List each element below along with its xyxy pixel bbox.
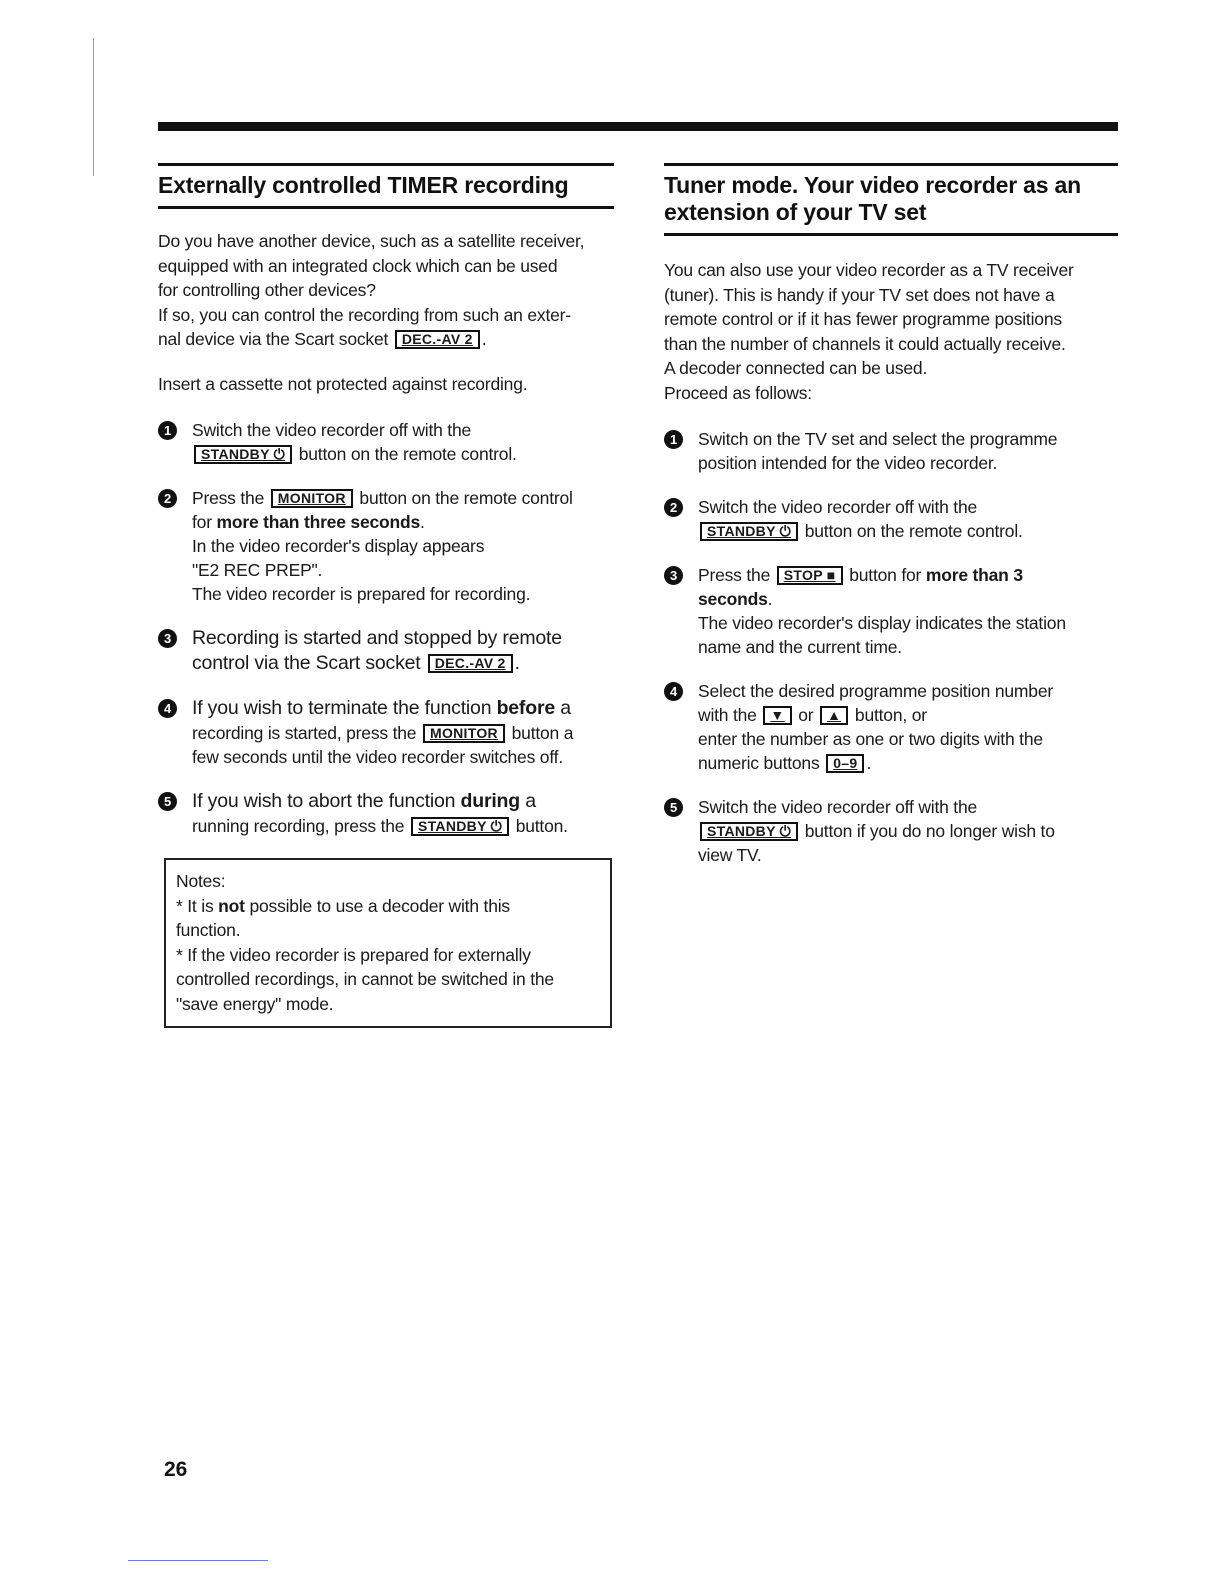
- standby-key: STANDBY ⏻: [411, 817, 509, 836]
- left-column: [158, 163, 614, 1028]
- right-title: [664, 172, 1118, 226]
- step-number-badge: 1: [664, 430, 683, 449]
- step-text: "E2 REC PREP".: [192, 560, 323, 580]
- step-text: Switch the video recorder off with the: [698, 497, 978, 517]
- note-line: function.: [176, 920, 241, 940]
- punct: .: [420, 512, 425, 532]
- step-text: [192, 721, 614, 745]
- step-number-badge: 2: [158, 489, 177, 508]
- left-step-5: [158, 789, 614, 838]
- punct: .: [767, 589, 773, 609]
- step-bold-text: during: [460, 790, 520, 812]
- step-text-part: If you wish to terminate the function: [192, 697, 492, 719]
- punct: .: [866, 753, 872, 773]
- step-number-badge: 5: [158, 792, 177, 811]
- step-text: Select the desired programme position number: [698, 681, 1054, 701]
- step-text-part: button if you do no longer wish to: [804, 821, 1055, 841]
- left-intro: [158, 229, 614, 396]
- title-rule-bottom: [664, 233, 1118, 236]
- punct: .: [481, 329, 487, 349]
- step-text-part: control via the Scart socket: [192, 652, 421, 674]
- step-text: few seconds until the video recorder switches off.: [192, 747, 563, 767]
- step-bold-text: before: [496, 697, 555, 719]
- right-intro: [664, 258, 1118, 405]
- step-text-part: recording is started, press the: [192, 723, 417, 743]
- monitor-key: MONITOR: [271, 489, 353, 508]
- left-intro-line: If so, you can control the recording from such an exter-: [158, 304, 571, 325]
- step-text-part: button on the remote control.: [804, 521, 1023, 541]
- title-rule-bottom: [158, 206, 614, 209]
- note-text: possible to use a decoder with this: [249, 895, 510, 916]
- step-text: name and the current time.: [698, 637, 902, 657]
- step-text-part: button a: [511, 723, 574, 743]
- step-text: In the video recorder's display appears: [192, 536, 485, 556]
- standby-key: STANDBY ⏻: [194, 445, 292, 464]
- step-text: Recording is started and stopped by remote: [192, 627, 562, 649]
- left-step-4: [158, 696, 614, 769]
- down-key: ▼: [763, 706, 791, 725]
- right-intro-line: (tuner). This is handy if your TV set does not have a: [664, 284, 1055, 305]
- step-number-badge: 4: [664, 682, 683, 701]
- monitor-key: MONITOR: [423, 724, 505, 743]
- left-intro-line: for controlling other devices?: [158, 280, 376, 300]
- step-text-part: numeric buttons: [698, 753, 820, 773]
- right-intro-line: You can also use your video recorder as a TV receiver: [664, 260, 1074, 280]
- left-intro-line: Do you have another device, such as a satellite receiver,: [158, 231, 585, 251]
- left-steps: [158, 418, 614, 838]
- right-intro-line: than the number of channels it could actually receive.: [664, 333, 1066, 354]
- step-text: The video recorder's display indicates the station: [698, 613, 1066, 633]
- step-text-part: a: [525, 790, 536, 812]
- step-text: The video recorder is prepared for recording.: [192, 584, 531, 604]
- left-step-1: [158, 418, 614, 466]
- right-step-2: [664, 495, 1118, 543]
- insert-cassette-text: Insert a cassette not protected against recording.: [158, 373, 528, 394]
- step-bold-text: more than 3: [925, 565, 1023, 585]
- step-text: [192, 814, 614, 838]
- notes-heading: Notes:: [176, 871, 226, 891]
- up-key: ▲: [820, 706, 848, 725]
- note-bold-text: not: [218, 895, 245, 916]
- left-title: Externally controlled TIMER recording: [158, 172, 569, 198]
- step-text: [192, 442, 614, 466]
- step-number-badge: 3: [158, 629, 177, 648]
- left-step-2: [158, 486, 614, 606]
- top-rule: [158, 122, 1118, 131]
- standby-key: STANDBY ⏻: [700, 822, 798, 841]
- right-intro-line: A decoder connected can be used.: [664, 358, 928, 378]
- step-text: view TV.: [698, 845, 762, 865]
- stop-key: STOP ■: [777, 566, 843, 585]
- step-text-part: with the: [698, 705, 757, 725]
- step-bold-text: seconds: [698, 589, 768, 609]
- step-text-part: If you wish to abort the function: [192, 790, 456, 812]
- right-step-1: [664, 427, 1118, 475]
- note-line: * If the video recorder is prepared for externally: [176, 944, 531, 965]
- title-rule-top: [158, 163, 614, 166]
- numeric-keys: 0–9: [826, 754, 864, 773]
- scan-artifact-line: [128, 1560, 268, 1561]
- step-text: [698, 703, 1118, 727]
- left-intro-line: [158, 327, 614, 352]
- step-number-badge: 1: [158, 421, 177, 440]
- step-text: Switch the video recorder off with the: [698, 797, 978, 817]
- dec-av2-key: DEC.-AV 2: [395, 330, 480, 349]
- step-text: [698, 587, 1118, 611]
- step-text: [192, 510, 614, 534]
- title-rule-top: [664, 163, 1118, 166]
- step-text-part: button for: [849, 565, 922, 585]
- step-number-badge: 5: [664, 798, 683, 817]
- note-line: [176, 894, 600, 919]
- step-text-part: a: [560, 697, 571, 719]
- step-bold-text: more than three seconds: [216, 512, 421, 532]
- page-number: 26: [164, 1458, 188, 1481]
- note-line: controlled recordings, in cannot be switched in the: [176, 969, 554, 989]
- dec-av2-key: DEC.-AV 2: [428, 654, 513, 673]
- left-intro-text: nal device via the Scart socket: [158, 329, 389, 349]
- step-text: [192, 486, 614, 510]
- step-number-badge: 3: [664, 566, 683, 585]
- right-steps: [664, 427, 1118, 867]
- step-text: [192, 651, 614, 676]
- step-number-badge: 2: [664, 498, 683, 517]
- step-text-part: Press the: [698, 565, 771, 585]
- step-text-part: button on the remote control.: [298, 444, 517, 464]
- step-text: [698, 751, 1118, 775]
- note-line: "save energy" mode.: [176, 993, 334, 1014]
- step-text-part: Press the: [192, 488, 265, 508]
- step-text-part: button, or: [854, 705, 927, 725]
- right-title-line: Tuner mode. Your video recorder as an: [664, 172, 1081, 198]
- step-text: Switch the video recorder off with the: [192, 420, 472, 440]
- standby-key: STANDBY ⏻: [700, 522, 798, 541]
- step-text: [698, 563, 1118, 587]
- right-intro-line: remote control or if it has fewer programme positions: [664, 309, 1062, 329]
- right-column: [664, 163, 1118, 887]
- step-text: [698, 519, 1118, 543]
- step-text-part: or: [798, 705, 814, 725]
- right-step-4: [664, 679, 1118, 775]
- right-intro-line: Proceed as follows:: [664, 382, 812, 403]
- left-step-3: [158, 626, 614, 676]
- step-text-part: for: [192, 512, 212, 532]
- step-text-part: button on the remote control: [359, 488, 573, 508]
- step-text: enter the number as one or two digits with the: [698, 729, 1043, 749]
- right-step-5: [664, 795, 1118, 867]
- right-step-3: [664, 563, 1118, 659]
- right-title-line: extension of your TV set: [664, 199, 927, 225]
- step-text: [192, 789, 614, 814]
- step-text-part: button.: [515, 816, 568, 836]
- left-intro-line: equipped with an integrated clock which can be used: [158, 255, 558, 276]
- step-number-badge: 4: [158, 699, 177, 718]
- step-text: position intended for the video recorder.: [698, 453, 998, 473]
- step-text-part: running recording, press the: [192, 816, 405, 836]
- margin-line: [93, 38, 94, 176]
- punct: .: [514, 652, 520, 674]
- notes-box: [164, 858, 612, 1028]
- step-text: [698, 819, 1118, 843]
- note-text: * It is: [176, 895, 214, 916]
- step-text: Switch on the TV set and select the programme: [698, 429, 1058, 449]
- step-text: [192, 696, 614, 721]
